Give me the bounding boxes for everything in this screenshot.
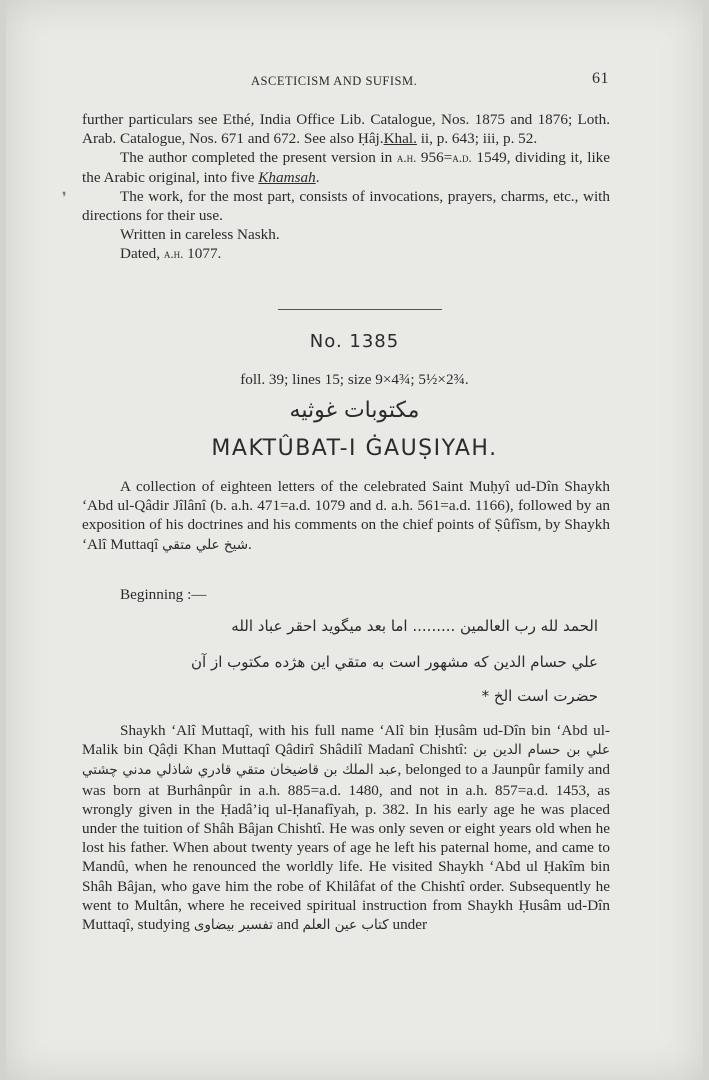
arabic-title: مكتوبات غوثيه	[289, 398, 420, 423]
entry-number: No. 1385	[309, 331, 400, 352]
paragraph-contents: The work, for the most part, consists of invocations, prayers, charms, etc., with directions for their use.	[82, 187, 610, 225]
manuscript-page	[6, 0, 703, 1080]
paragraph-author-version: The author completed the present version in a.h. 956=a.d. 1549, dividing it, like the Arabic original, into five Khamsah.	[82, 149, 610, 186]
entry-details: foll. 39; lines 15; size 9×4¾; 5½×2¾.	[240, 371, 469, 388]
paragraph-script: Written in careless Naskh.	[120, 226, 280, 244]
biography-paragraph: Shaykh ‘Alî Muttaqî, with his full name ‘Alî bin Ḥusâm ud-Dîn bin ‘Abd ul-Malik bin Qâḍi Khan Muttaqî Qâdirî Shâdilî Madanî Chishtî: علي بن حسام الدين بن عبد الملك بن قاضيخان متقي قادري شاذلي مدني چشتي, belonged to a Jaunpûr family and was born at Burhânpûr in a.h. 885=a.d. 1480, and not in a.h. 857=a.d. 1453, as wrongly given in the Ḥadâ’iq ul-Ḥanafîyah, p. 382. In his early age he was placed under the tuition of Shâh Bâjan Chishtî. He was only seven or eight years old when he lost his father. When about twenty years of age he left his paternal home, and came to Mandû, when he renounced the worldly life. He visited Shaykh ‘Abd ul Ḥakîm bin Shâh Bâjan, who gave him the robe of Khilâfat of the Chishtî order. Subsequently he went to Multân, where he received spiritual instruction from Shaykh Ḥusâm ud-Dîn Muttaqî, studying تفسير بيضاوى and كتاب عين العلم under	[82, 722, 611, 934]
arabic-incipit-line-1: الحمد لله رب العالمين ......... اما بعد ميگويد احقر عباد الله	[231, 617, 598, 635]
entry-title: MAKTÛBAT-I ĠAUṢIYAH.	[211, 436, 498, 461]
section-divider	[278, 309, 442, 310]
description-paragraph: A collection of eighteen letters of the celebrated Saint Muḥyî ud-Dîn Shaykh ‘Abd ul-Qâdir Jîlânî (b. a.h. 471=a.d. 1079 and d. a.h. 561=a.d. 1166), followed by an exposition of his doctrines and his comments on the chief points of Ṣûfîsm, by Shaykh ‘Alî Muttaqî شيخ علي متقي.	[82, 478, 610, 553]
arabic-incipit-line-2: علي حسام الدين كه مشهور است به متقي اين هژده مكتوب از آن	[191, 653, 598, 671]
running-title: ASCETICISM AND SUFISM.	[251, 74, 418, 88]
page-number: 61	[592, 70, 609, 87]
beginning-label-wrap	[82, 585, 610, 604]
beginning-label: Beginning :—	[120, 586, 207, 603]
paragraph-references: further particulars see Ethé, India Office Lib. Catalogue, Nos. 1875 and 1876; Loth. Arab. Catalogue, Nos. 671 and 672. See also Ḥâj.Khal. ii, p. 643; iii, p. 52.	[82, 111, 610, 148]
paragraph-date: Dated, a.h. 1077.	[120, 245, 222, 263]
arabic-incipit-line-3: حضرت است الخ *	[481, 687, 598, 705]
biography	[82, 721, 610, 935]
margin-mark: ❜	[62, 191, 67, 206]
description	[82, 477, 610, 555]
top-section	[82, 110, 610, 264]
